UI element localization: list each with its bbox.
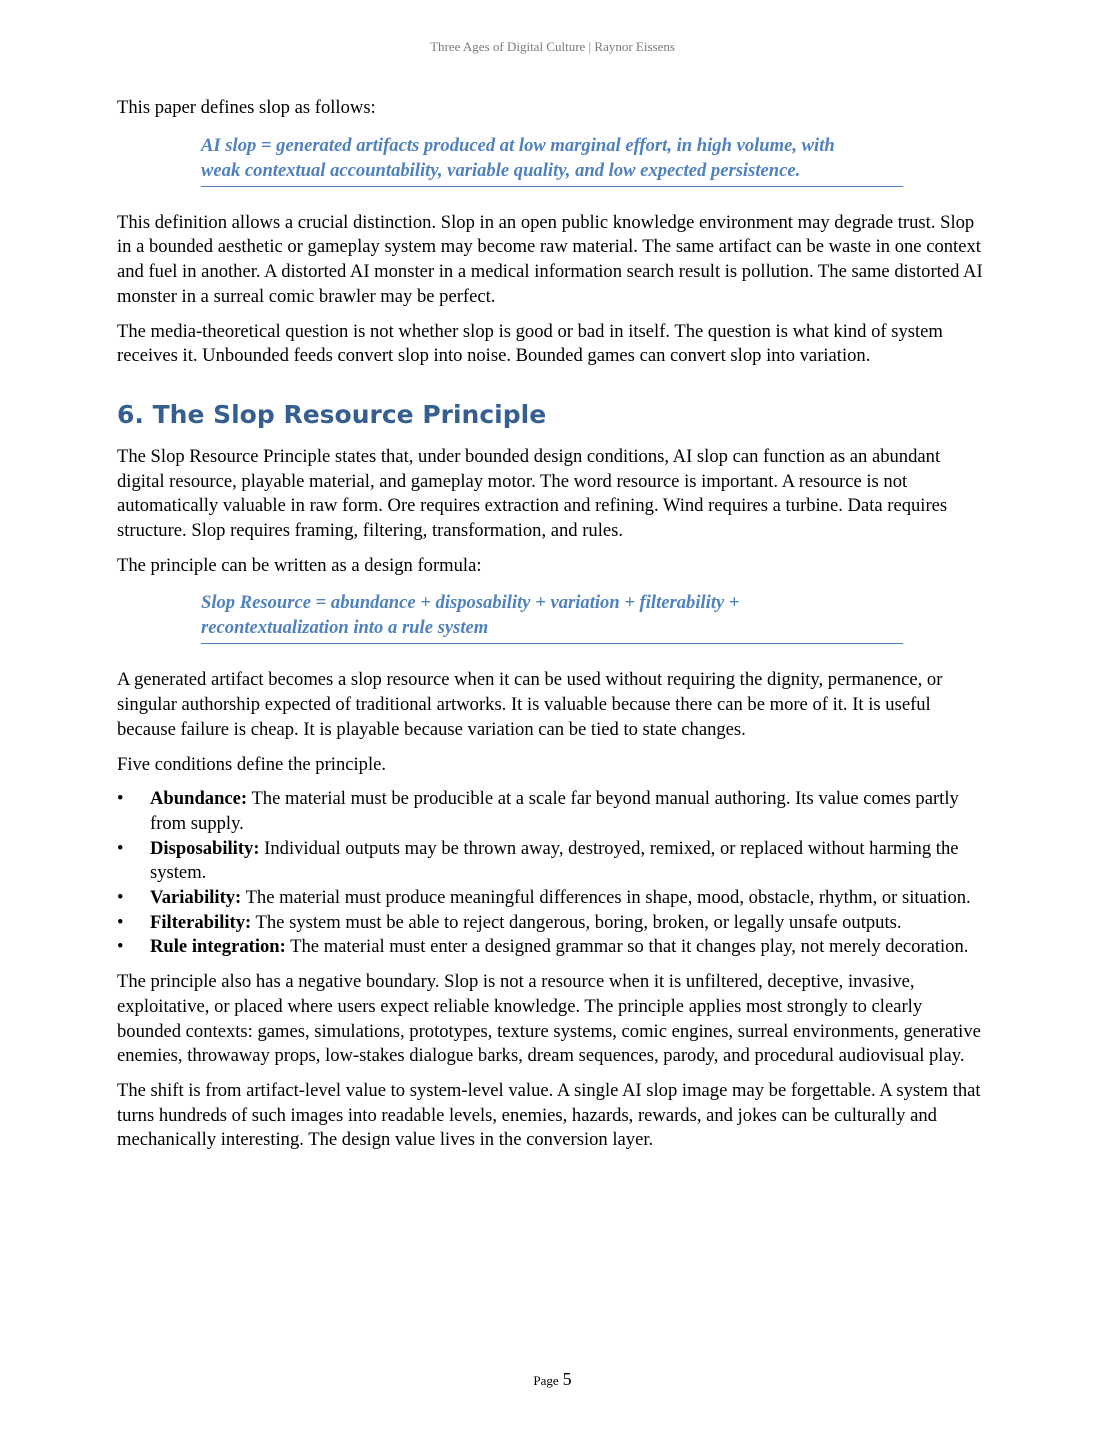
page-footer — [0, 1369, 1105, 1390]
list-item — [117, 787, 987, 836]
condition-term: Rule integration: — [150, 936, 286, 958]
paragraph-system-value: The shift is from artifact-level value to system-level value. A single AI slop image may be forgettable. A system that turns hundreds of such images into readable levels, enemies, hazards, rewards, and jokes can be culturally and mechanically interesting. The design value lives in the conversion layer. — [117, 1079, 981, 1151]
list-item — [117, 837, 987, 886]
paragraph-negative-boundary: The principle also has a negative boundary. Slop is not a resource when it is unfiltered, deceptive, invasive, exploitative, or placed where users expect reliable knowledge. The principle applies most strongly to clearly bounded contexts: games, simulations, prototypes, texture systems, comic engines, surreal environments, generative enemies, throwaway props, low-stakes dialogue barks, dream sequences, parody, and procedural audiovisual play. — [117, 971, 981, 1067]
page-label: Page — [533, 1373, 559, 1388]
list-item — [117, 911, 987, 936]
definition-line-2: weak contextual accountability, variable quality, and low expected persistence. — [201, 159, 801, 181]
definition-line-1: AI slop = generated artifacts produced at low marginal effort, in high volume, with — [201, 134, 835, 156]
intro-paragraph: This paper defines slop as follows: — [117, 97, 376, 118]
condition-term: Variability: — [150, 887, 242, 909]
page-content — [117, 96, 987, 1163]
paragraph-slop-resource: A generated artifact becomes a slop resource when it can be used without requiring the dignity, permanence, or singular authorship expected of traditional artworks. It is valuable because there can be more of it. It is useful because failure is cheap. It is playable because variation can be tied to state changes. — [117, 669, 943, 740]
condition-term: Filterability: — [150, 911, 252, 933]
paragraph-formula-intro: The principle can be written as a design formula: — [117, 554, 482, 576]
page-number: 5 — [562, 1369, 572, 1389]
bullet-icon: • — [117, 788, 124, 810]
running-header: Three Ages of Digital Culture | Raynor Eissens — [430, 39, 675, 54]
bullet-icon: • — [117, 837, 124, 859]
paragraph-distinction: This definition allows a crucial distinction. Slop in an open public knowledge environment may degrade trust. Slop in a bounded aesthetic or gameplay system may become raw material. The same artifact can be waste in one context and fuel in another. A distorted AI monster in a medical information search result is pollution. The same distorted AI monster in a surreal comic brawler may be perfect. — [117, 211, 983, 307]
list-item — [117, 886, 987, 911]
condition-text: Individual outputs may be thrown away, destroyed, remixed, or replaced without harming the system. — [150, 837, 959, 884]
paragraph-media-question: The media-theoretical question is not whether slop is good or bad in itself. The question is what kind of system receives it. Unbounded feeds convert slop into noise. Bounded games can convert slop into variation. — [117, 320, 943, 367]
condition-text: The material must be producible at a scale far beyond manual authoring. Its value comes partly from supply. — [150, 788, 959, 834]
formula-line-2: recontextualization into a rule system — [201, 617, 489, 639]
formula-line-1: Slop Resource = abundance + disposability + variation + filterability + — [201, 592, 740, 614]
bullet-icon: • — [117, 911, 124, 933]
condition-term: Disposability: — [150, 837, 260, 859]
condition-text: The material must enter a designed grammar so that it changes play, not merely decoration. — [285, 936, 969, 958]
condition-term: Abundance: — [150, 788, 248, 810]
bullet-icon: • — [117, 887, 124, 909]
conditions-list — [117, 787, 987, 960]
paragraph-principle: The Slop Resource Principle states that, under bounded design conditions, AI slop can function as an abundant digital resource, playable material, and gameplay motor. The word resource is important. A resource is not automatically valuable in raw form. Ore requires extraction and refining. Wind requires a turbine. Data requires structure. Slop requires framing, filtering, transformation, and rules. — [117, 445, 948, 542]
bullet-icon: • — [117, 936, 124, 958]
condition-text: The material must produce meaningful differences in shape, mood, obstacle, rhythm, or situation. — [241, 887, 971, 909]
condition-text: The system must be able to reject dangerous, boring, broken, or legally unsafe outputs. — [251, 911, 902, 933]
list-item — [117, 935, 987, 960]
paragraph-conditions-intro: Five conditions define the principle. — [117, 753, 387, 775]
definition-quote — [201, 133, 903, 187]
section-heading: 6. The Slop Resource Principle — [117, 399, 547, 429]
formula-quote — [201, 590, 903, 644]
